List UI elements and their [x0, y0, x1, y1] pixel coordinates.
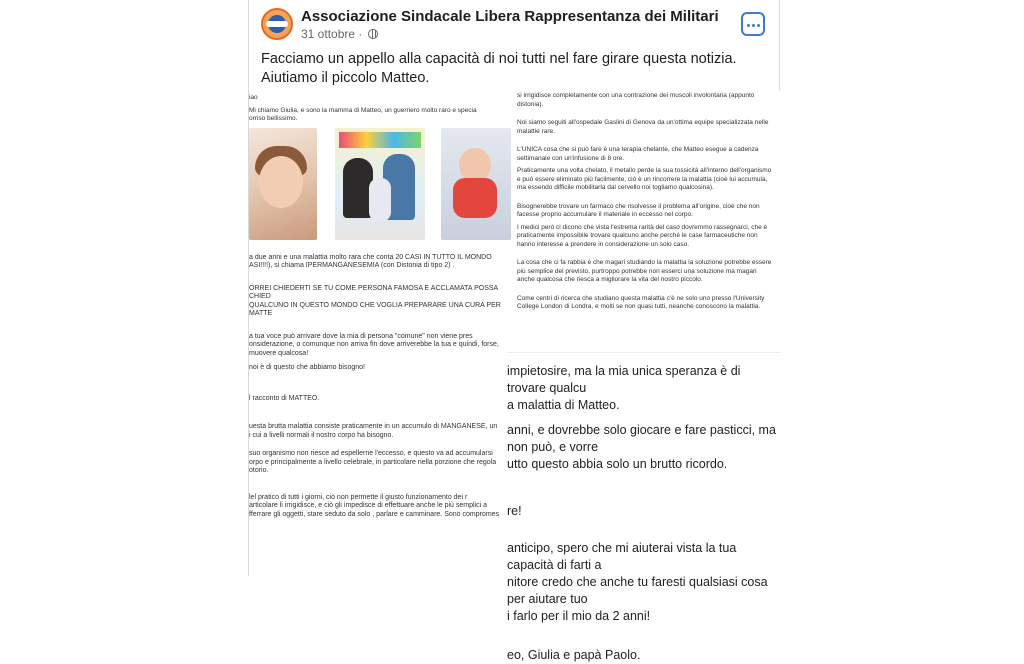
- post-header: [249, 0, 781, 44]
- photo-family: [335, 128, 425, 240]
- letter-line: anni, e dovrebbe solo giocare e fare pasticci, ma non può, e vorre: [507, 423, 776, 454]
- letter-line: a due anni e una malattia molto rara che conta 20 CASI IN TUTTO IL MONDO: [249, 253, 492, 261]
- letter-image-right-bottom[interactable]: [507, 352, 781, 662]
- letter-line: orriso bellissimo.: [249, 115, 298, 122]
- letter-line: a tua voce può arrivare dove la mia di persona "comune" non viene pres: [249, 332, 473, 340]
- letter-image-right-top[interactable]: [515, 90, 781, 352]
- letter-line: eo, Giulia e papà Paolo.: [507, 648, 641, 662]
- post-author[interactable]: Associazione Sindacale Libera Rappresentanza dei Militari: [301, 8, 719, 25]
- post-meta: [301, 27, 378, 41]
- caption-line: Aiutiamo il piccolo Matteo.: [261, 70, 430, 86]
- letter-paragraph: La cosa che ci fa rabbia è che magari studiando la malattia la soluzione potrebbe essere più semplice del previsto, purtroppo potrebbe non esserci una soluzione ma magari anche qualcosa che riesca a migliorare la vita del nostro piccolo.: [517, 259, 772, 283]
- letter-line: anticipo, spero che mi aiuterai vista la tua capacità di farti a: [507, 541, 737, 572]
- letter-line: utto questo abbia solo un brutto ricordo.: [507, 457, 728, 471]
- letter-line: orpo e principalmente a livello celebrale, in particolare nella porzione che regola: [249, 458, 497, 466]
- letter-line: impietosire, ma la mia unica speranza è di trovare qualcu: [507, 364, 741, 395]
- letter-paragraph: si irrigidisce completamente con una contrazione dei muscoli involontaria (appunto distonia).: [517, 92, 755, 108]
- letter-line: onsiderazione, o comunque non arriva fin dove arriverebbe la tua e quindi, forse,: [249, 341, 499, 348]
- letter-line: iao: [249, 94, 258, 101]
- letter-line: lel pratico di tutti i giorni, ciò non permette il giusto funzionamento dei r: [249, 493, 468, 501]
- dot-icon: [757, 24, 760, 27]
- letter-paragraph: I medici però ci dicono che vista l'estrema rarità del caso dovremmo rassegnarci, che è praticamente impossibile trovare qualcuno anche perché le case farmaceutiche non hanno interesse a prendere in considerazione un solo caso.: [517, 223, 768, 248]
- dot-icon: [752, 24, 755, 27]
- more-options-button[interactable]: [741, 12, 765, 36]
- letter-line: i cui a livelli normali il nostro corpo ha bisogno.: [249, 431, 394, 439]
- letter-image-left[interactable]: [249, 90, 515, 576]
- letter-line: muovere qualcosa!: [249, 349, 309, 357]
- letter-line: noi è di questo che abbiamo bisogno!: [249, 364, 365, 371]
- letter-line: ORREI CHIEDERTI SE TU COME PERSONA FAMOSA E ACCLAMATA POSSA CHIED: [249, 284, 498, 300]
- letter-line: re!: [507, 504, 522, 518]
- letter-line: uesta brutta malattia consiste praticamente in un accumulo di MANGANESE, un: [249, 423, 498, 430]
- photo-matteo-red-shirt: [441, 128, 511, 240]
- letter-line: Mi chiamo Giulia, e sono la mamma di Matteo, un guerriero molto raro e specia: [249, 106, 477, 114]
- photo-matteo-smiling: [249, 128, 317, 240]
- letter-paragraph: L'UNICA cosa che si può fare è una terapia chelante, che Matteo esegue a cadenza settimanale con un'infusione di 8 ore.: [517, 146, 759, 162]
- caption-line: Facciamo un appello alla capacità di noi tutti nel fare girare questa notizia.: [261, 51, 737, 67]
- letter-line: suo organismo non riesce ad espellerne l'eccesso, e questo va ad accumularsi: [249, 450, 493, 457]
- logo-wing-icon: [266, 21, 288, 27]
- globe-icon: [368, 29, 378, 39]
- letter-line: fferrare gli oggetti, stare seduto da solo , parlare e camminare. Sono compromes: [249, 510, 500, 518]
- letter-line: ASI!!!!), si chiama IPERMANGANESEMIA (con Distonia di tipo 2) .: [249, 262, 455, 269]
- post-caption: [261, 50, 771, 88]
- letter-line: otorio.: [249, 467, 269, 474]
- letter-paragraph: Bisognerebbe trovare un farmaco che risolvesse il problema all'origine, cioè che non facesse proprio accumulare il materiale in eccesso nel corpo.: [517, 202, 760, 218]
- photo-row: [249, 128, 515, 246]
- letter-line: a malattia di Matteo.: [507, 398, 620, 412]
- letter-line: QUALCUNO IN QUESTO MONDO CHE VOGLIA PREPARARE UNA CURA PER MATTE: [249, 301, 501, 317]
- letter-paragraph: Noi siamo seguiti all'ospedale Gaslini di Genova da un'ottima equipe specializzata nelle malattie rare.: [517, 119, 769, 135]
- letter-line: l racconto di MATTEO.: [249, 394, 320, 402]
- letter-paragraph: Come centri di ricerca che studiano questa malattia c'è ne solo uno presso l'University College London di Londra, e molti se non quasi tutti, neanche conoscono la malattia.: [517, 294, 765, 310]
- meta-separator: ·: [358, 27, 363, 41]
- dot-icon: [747, 24, 750, 27]
- letter-line: articolare li irrigidisce, e ciò gli impedisce di effettuare anche le più semplici a: [249, 502, 487, 509]
- post-date[interactable]: 31 ottobre: [301, 27, 356, 41]
- facebook-post: [248, 0, 780, 662]
- page-avatar[interactable]: [261, 8, 293, 40]
- letter-line: nitore credo che anche tu faresti qualsiasi cosa per aiutare tuo: [507, 575, 768, 606]
- letter-paragraph: Praticamente una volta chelato, il metallo perde la sua tossicità all'interno dell'organismo e può essere eliminato più facilmente, ciò è un rincorrere la malattia (cioè lui accumula, ma essendo difficile mobilitarla dal cervello noi togliamo qualcosina).: [517, 167, 772, 191]
- letter-line: i farlo per il mio da 2 anni!: [507, 609, 651, 623]
